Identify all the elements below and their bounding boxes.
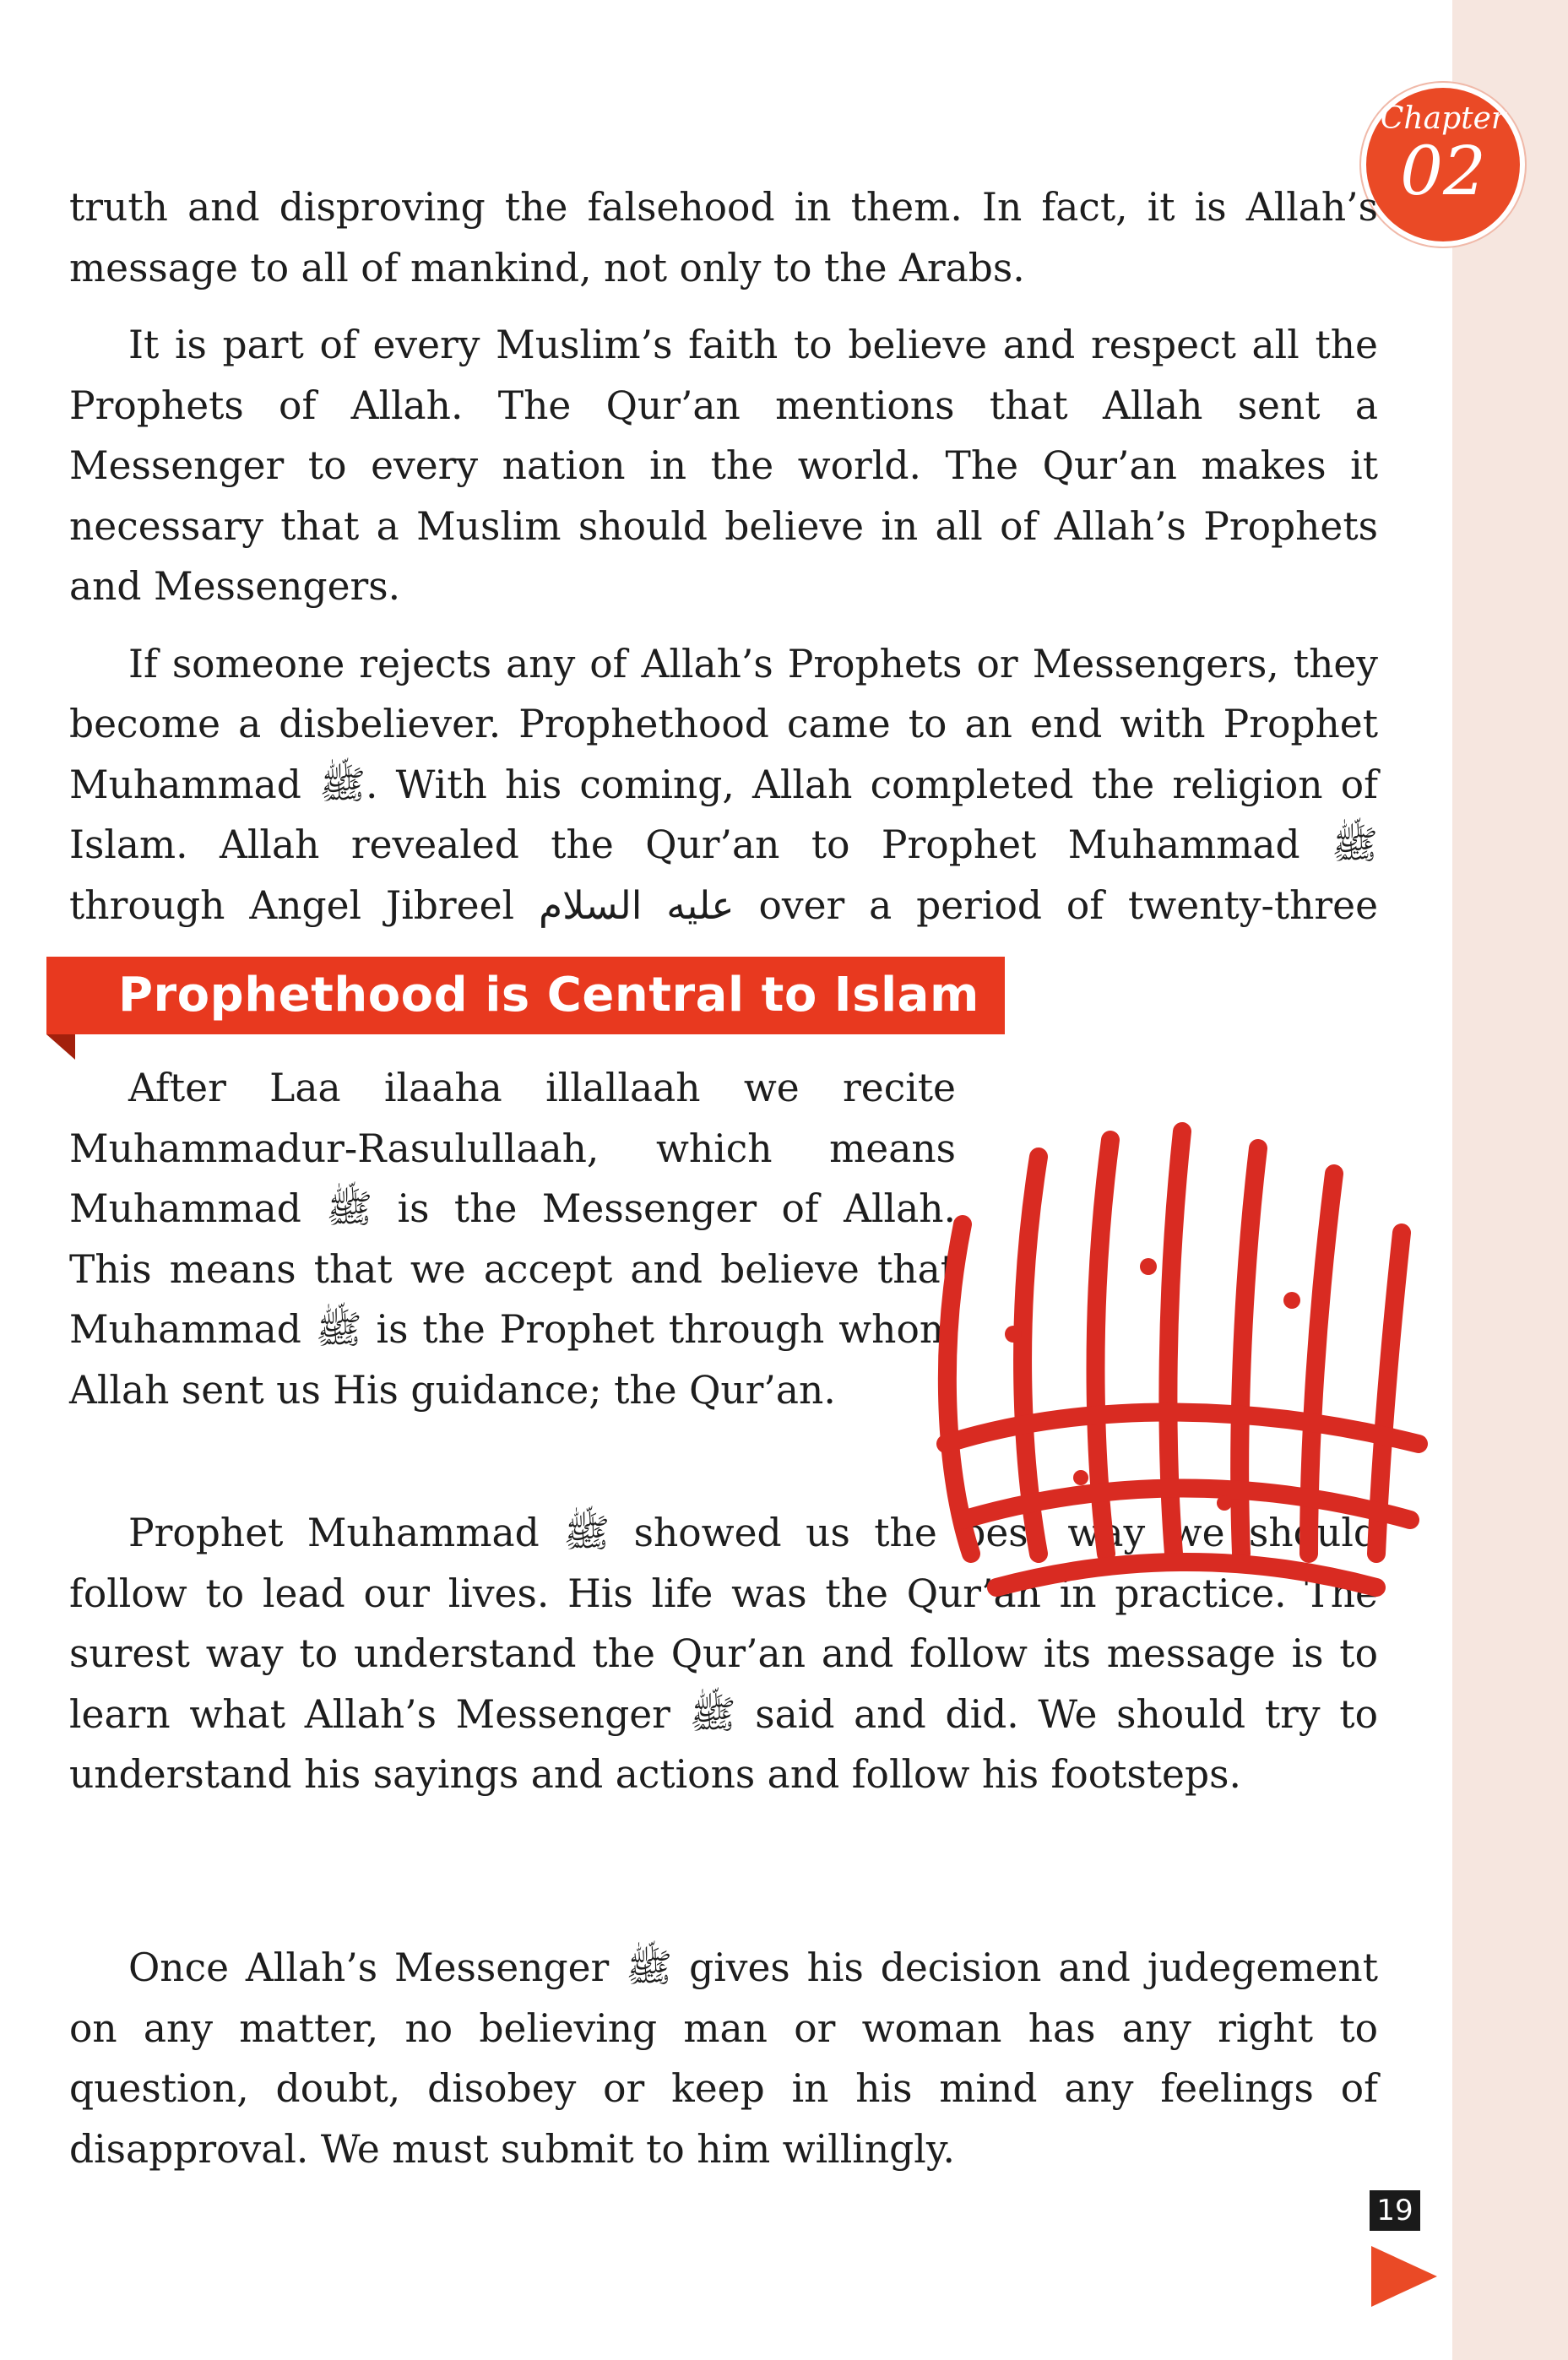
chapter-label: Chapter (1380, 101, 1506, 136)
shahada-calligraphy (870, 1081, 1461, 1613)
chapter-number: 02 (1400, 132, 1486, 210)
page-edge-strip (1452, 0, 1568, 2360)
page-number: 19 (1370, 2190, 1420, 2231)
paragraph: Once Allah’s Messenger ﷺ gives his decision and judegement on any matter, no believing man or woman has any right to question, doubt, disobey or keep in his mind any feelings of disapproval. We must submit to him willingly. (69, 1945, 1378, 2172)
chapter-badge (1361, 83, 1525, 247)
section-heading: Prophethood is Central to Islam (118, 968, 979, 1023)
section-paragraph-3 (69, 1938, 1378, 2179)
section-paragraph-1 (69, 1058, 956, 1420)
paragraph: If someone rejects any of Allah’s Prophets or Messengers, they become a disbeliever. Prophethood came to an end with Prophet Muhammad ﷺ. With his coming, Allah completed the religion of Islam. Allah revealed the Qur’an to Prophet Muhammad ﷺ through Angel Jibreel عليه السلام over a period of twenty-three (69, 641, 1379, 928)
next-page-arrow-icon (1371, 2246, 1437, 2307)
paragraph: It is part of every Muslim’s faith to believe and respect all the Prophets of Allah. The Qur’an mentions that Allah sent a Messenger to every nation in the world. The Qur’an makes it necessary that a Muslim should believe in all of Allah’s Prophets and Messengers. (69, 323, 1378, 609)
top-text-block (69, 177, 1378, 996)
paragraph: Prophet Muhammad ﷺ showed us the best way we should follow to lead our lives. His life was the Qur’an in practice. The surest way to understand the Qur’an and follow its message is to learn what Allah’s Messenger ﷺ said and did. We should try to understand his sayings and actions and follow his footsteps. (69, 1511, 1378, 1797)
paragraph: truth and disproving the falsehood in them. In fact, it is Allah’s message to all of mankind, not only to the Arabs. (69, 185, 1378, 290)
paragraph: After Laa ilaaha illallaah we recite Muhammadur-Rasulullaah, which means Muhammad ﷺ is the Messenger of Allah. This means that we accept and believe that Muhammad ﷺ is the Prophet through whom Allah sent us His guidance; the Qur’an. (69, 1066, 956, 1413)
heading-ribbon-tail (46, 1034, 75, 1060)
